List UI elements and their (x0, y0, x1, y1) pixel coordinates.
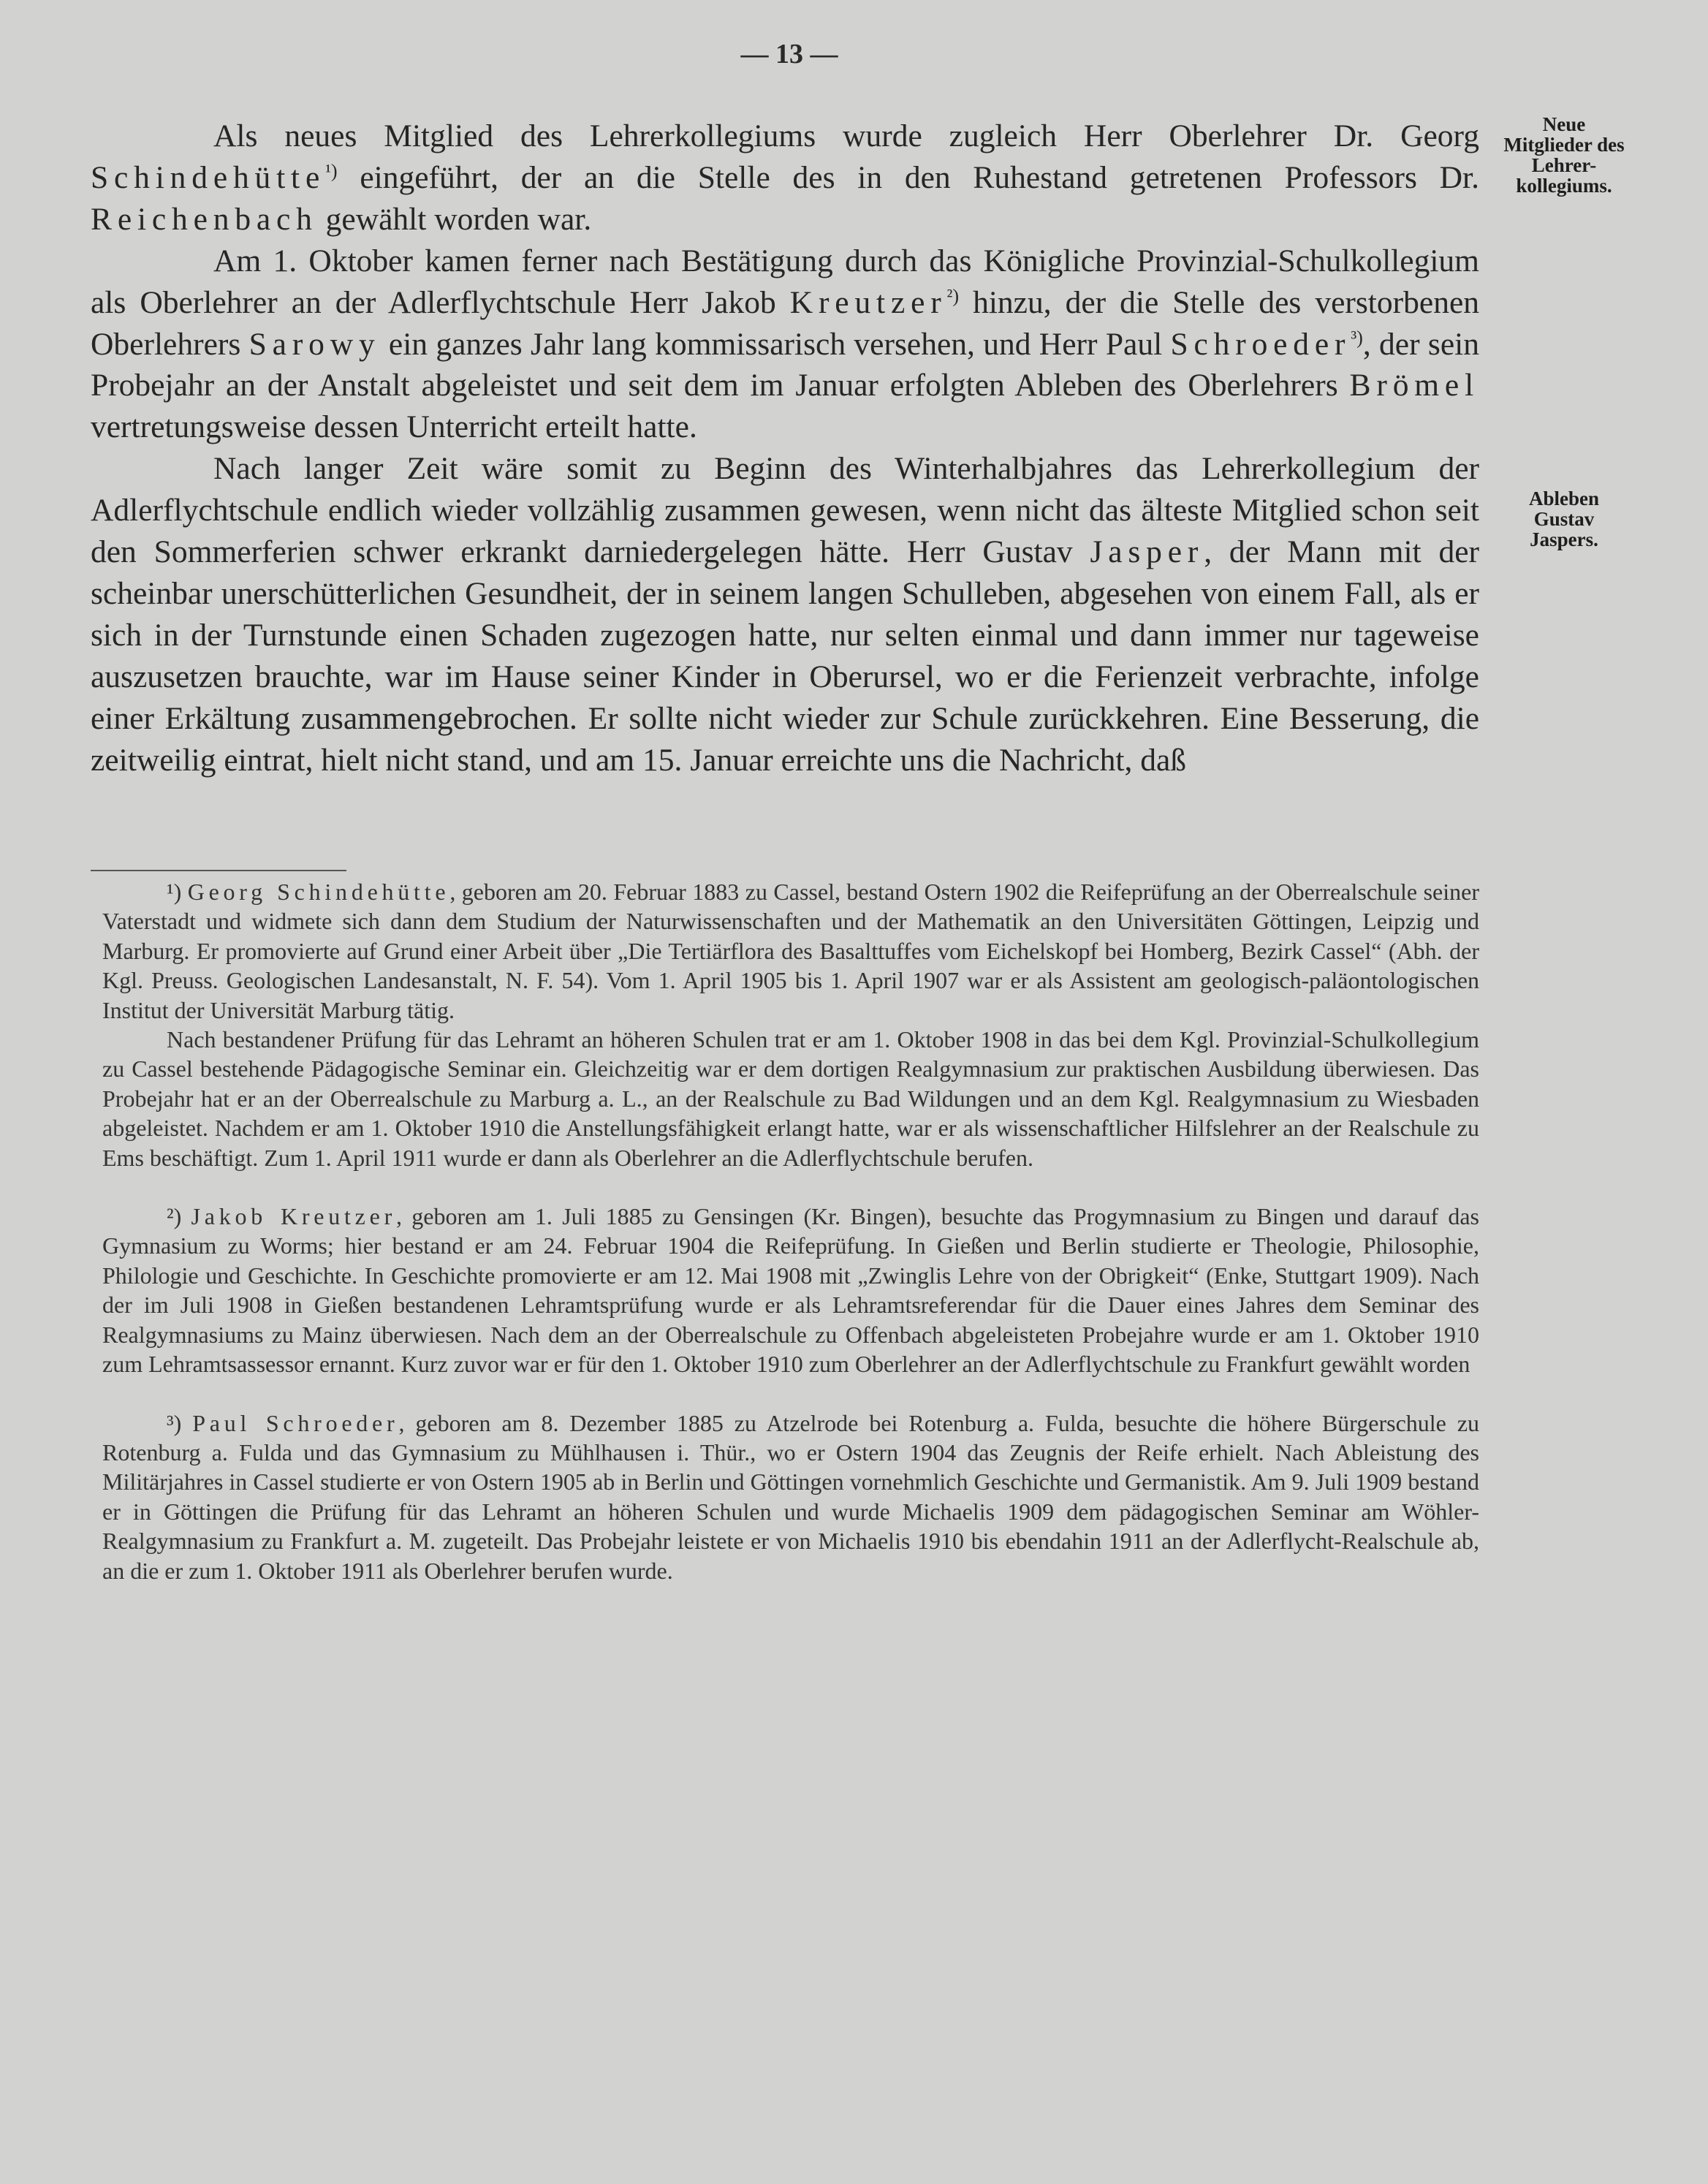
footnote-mark: ²) (167, 1203, 182, 1230)
person-name: Georg Schindehütte (187, 879, 450, 905)
margin-note-ableben-jaspers (1484, 488, 1644, 550)
paragraph-october-appointments: Am 1. Oktober kamen ferner nach Bestätigung durch das Königliche Provinzial-Schulkollegium als Oberlehrer an der Adlerflychtschule Herr Jakob Kreutzer$^{^2)}$ hinzu, der die Stelle des verstorbenen Oberlehrers Sarowy ein ganzes Jahr lang kommissarisch versehen, und Herr Paul Schroeder$^{^3)}$, der sein Probejahr an der Anstalt abgeleistet und seit dem im Januar erfolgten Ableben des Oberlehrers Brömel vertretungsweise dessen Unterricht erteilt hatte. (91, 243, 1480, 445)
footnote-ref: ²) (946, 285, 960, 307)
page-number: — 13 — (740, 39, 838, 69)
margin-note-line: Ableben (1528, 488, 1600, 509)
footnote-1-continued: Nach bestandener Prüfung für das Lehramt an höheren Schulen trat er am 1. Oktober 1908 in das bei dem Kgl. Provinzial-Schulkollegium zu Cassel bestehende Pädagogische Seminar ein. Gleichzeitig war er dem dortigen Realgymnasium zur praktischen Ausbildung überwiesen. Das Probejahr hat er an der Oberrealschule zu Marburg a. L., an der Realschule zu Bad Wildungen und an dem Kgl. Realgymnasium zu Wiesbaden abgeleistet. Nachdem er am 1. Oktober 1910 die Anstellungsfähigkeit erlangt hatte, war er als wissenschaftlicher Hilfslehrer an der Realschule zu Ems beschäftigt. Zum 1. April 1911 wurde er dann als Oberlehrer an die Adlerflychtschule berufen. (102, 1026, 1479, 1171)
footnote-mark: ¹) (167, 879, 182, 905)
footnote-1: ¹) Georg Schindehütte, geboren am 20. Februar 1883 zu Cassel, bestand Ostern 1902 die Reifeprüfung an der Oberrealschule seiner Vaterstadt und widmete sich dann dem Studium der Naturwissenschaften und der Mathematik an den Universitäten Göttingen, Leipzig und Marburg. Er promovierte auf Grund einer Arbeit über „Die Tertiärflora des Basalttuffes vom Eichelskopf bei Homberg, Bezirk Cassel“ (Abh. der Kgl. Preuss. Geologischen Landesanstalt, N. F. 54). Vom 1. April 1905 bis 1. April 1907 war er als Assistent am geologisch-paläontologischen Institut der Universität Marburg tätig. (102, 879, 1480, 1023)
margin-note-line: Neue (1542, 113, 1586, 135)
paragraph-jasper-illness: Nach langer Zeit wäre somit zu Beginn des Winterhalbjahres das Lehrerkollegium der Adlerflychtschule endlich wieder vollzählig zusammen gewesen, wenn nicht das älteste Mitglied schon seit den Sommerferien schwer erkrankt darniedergelegen hätte. Herr Gustav Jasper, der Mann mit der scheinbar unerschütterlichen Gesundheit, der in seinem langen Schulleben, abgesehen von einem Fall, als er sich in der Turnstunde einen Schaden zugezogen hatte, nur selten einmal und dann immer nur tageweise auszusetzen brauchte, war im Hause seiner Kinder in Oberursel, wo er die Ferienzeit verbrachte, infolge einer Erkältung zusammengebrochen. Er sollte nicht wieder zur Schule zurückkehren. Eine Besserung, die zeitweilig eintrat, hielt nicht stand, und am 15. Januar erreichte uns die Nachricht, daß (91, 451, 1479, 778)
person-name: Jasper (1090, 534, 1204, 570)
person-name: Paul Schroeder (192, 1409, 399, 1436)
person-name: Kreutzer (789, 284, 947, 320)
footnote-3: ³) Paul Schroeder, geboren am 8. Dezember 1885 zu Atzelrode bei Rotenburg a. Fulda, besuchte die höhere Bürgerschule zu Rotenburg a. Fulda und das Gymnasium zu Mühlhausen i. Thür., wo er Ostern 1904 das Zeugnis der Reife erhielt. Nach Ableistung des Militärjahres in Cassel studierte er von Ostern 1905 ab in Berlin und Göttingen vornehmlich Geschichte und Germanistik. Am 9. Juli 1909 bestand er in Göttingen die Prüfung für das Lehramt an höheren Schulen und wurde Michaelis 1909 dem pädagogischen Seminar am Wöhler-Realgymnasium zu Frankfurt a. M. zugeteilt. Das Probejahr leistete er von Michaelis 1910 bis ebendahin 1911 an der Adlerflycht-Realschule ab, an die er zum 1. Oktober 1911 als Oberlehrer berufen wurde. (102, 1409, 1480, 1584)
footnote-ref: ¹) (325, 160, 338, 182)
person-name: Sarowy (248, 326, 381, 362)
person-name: Schroeder (1170, 326, 1351, 362)
person-name: Reichenbach (91, 201, 318, 237)
person-name: Jakob Kreutzer (191, 1203, 396, 1230)
margin-note-line: kollegiums. (1516, 175, 1612, 197)
paragraph-new-members: Als neues Mitglied des Lehrerkollegiums wurde zugleich Herr Oberlehrer Dr. Georg Schindehütte$^{^1)}$ eingeführt, der an die Stelle des in den Ruhestand getretenen Professors Dr. Reichenbach gewählt worden war. (91, 118, 1479, 237)
footnote-ref: ³) (1351, 327, 1363, 349)
margin-note-neue-mitglieder (1484, 114, 1644, 196)
footnote-mark: ³) (167, 1409, 182, 1436)
footnote-divider (91, 870, 346, 871)
main-text (91, 115, 1479, 781)
margin-note-line: Lehrer- (1531, 154, 1597, 176)
person-name: Schindehütte (91, 159, 326, 195)
margin-note-line: Gustav (1533, 508, 1595, 530)
footnotes (102, 877, 1479, 1585)
margin-note-line: Mitglieder des (1503, 134, 1625, 156)
footnote-2: ²) Jakob Kreutzer, geboren am 1. Juli 1885 zu Gensingen (Kr. Bingen), besuchte das Progymnasium zu Bingen und darauf das Gymnasium zu Worms; hier bestand er am 24. Februar 1904 die Reifeprüfung. In Gießen und Berlin studierte er Theologie, Philosophie, Philologie und Geschichte. In Geschichte promovierte er am 12. Mai 1908 mit „Zwinglis Lehre von der Obrigkeit“ (Enke, Stuttgart 1909). Nach der im Juli 1908 in Gießen bestandenen Lehramtsprüfung wurde er als Lehramtsreferendar für die Dauer eines Jahres dem Seminar des Realgymnasiums zu Mainz überwiesen. Nach dem an der Oberrealschule zu Offenbach abgeleisteten Probejahre wurde er am 1. Oktober 1910 zum Lehramtsassessor ernannt. Kurz zuvor war er für den 1. Oktober 1910 zum Oberlehrer an der Adlerflychtschule zu Frankfurt gewählt worden (102, 1203, 1480, 1378)
margin-note-line: Jaspers. (1530, 528, 1598, 550)
person-name: Brömel (1349, 368, 1479, 403)
